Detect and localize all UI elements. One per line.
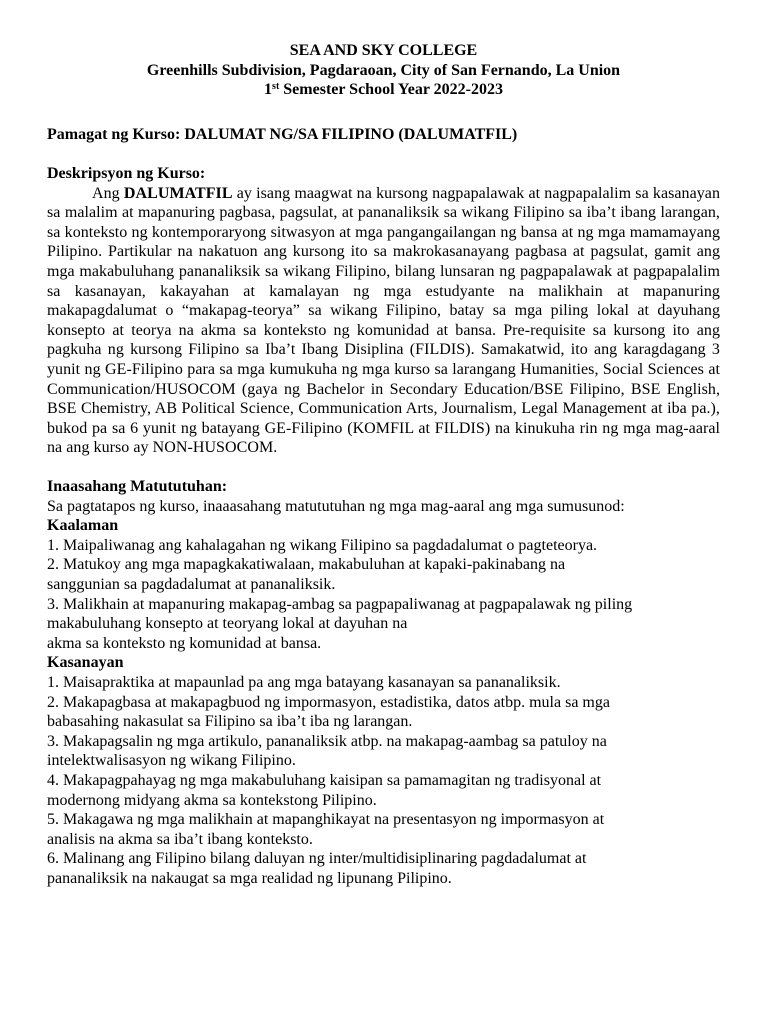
- kasanayan-item: [47, 732, 720, 771]
- kasanayan-heading: Kasanayan: [47, 654, 124, 672]
- kaalaman-item: [47, 595, 720, 654]
- kaalaman-item-line: 2. Matukoy ang mga mapagkakatiwalaan, makabuluhan at kapaki-pakinabang na: [47, 556, 566, 574]
- semester-ordinal: 1: [264, 81, 273, 98]
- kasanayan-item-line: modernong midyang akma sa kontekstong Pilipino.: [47, 791, 377, 809]
- kasanayan-item: [47, 693, 720, 732]
- kasanayan-item-line: pananaliksik na nakaugat sa mga realidad ng lipunang Pilipino.: [47, 869, 452, 887]
- kasanayan-item: [47, 673, 720, 693]
- kasanayan-list: [47, 673, 720, 889]
- kasanayan-item: [47, 849, 720, 888]
- kasanayan-item-line: 3. Makapagsalin ng mga artikulo, pananaliksik atbp. na makapag-aambag sa patuloy na: [47, 732, 607, 750]
- kasanayan-item: [47, 810, 720, 849]
- description-keyword: DALUMATFIL: [123, 184, 233, 202]
- kaalaman-item-line: akma sa konteksto ng komunidad at bansa.: [47, 634, 322, 652]
- outcomes-intro: Sa pagtatapos ng kurso, inaaasahang matututuhan ng mga mag-aaral ang mga sumusunod:: [47, 497, 625, 515]
- outcomes-heading: Inaasahang Matututuhan:: [47, 478, 228, 495]
- kasanayan-item: [47, 771, 720, 810]
- kaalaman-item: [47, 555, 720, 594]
- kasanayan-item-line: 4. Makapagpahayag ng mga makabuluhang kaisipan sa pamamagitan ng tradisyonal at: [47, 771, 602, 789]
- kaalaman-item-line: sanggunian sa pagdadalumat at pananaliksik.: [47, 575, 336, 593]
- kaalaman-item-line: makabuluhang konsepto at teoryang lokal at dayuhan na: [47, 615, 408, 633]
- college-name: SEA AND SKY COLLEGE: [289, 42, 478, 59]
- college-address: Greenhills Subdivision, Pagdaraoan, City of San Fernando, La Union: [146, 61, 621, 79]
- course-title: Pamagat ng Kurso: DALUMAT NG/SA FILIPINO (DALUMATFIL): [47, 125, 518, 143]
- description-lead: Ang: [92, 184, 124, 202]
- kasanayan-item-line: 5. Makagawa ng mga malikhain at mapanghikayat na presentasyon ng impormasyon at: [47, 811, 605, 829]
- description-heading: Deskripsyon ng Kurso:: [47, 165, 206, 183]
- description-body: ay isang maagwat na kursong nagpapalawak at nagpapalalim sa kasanayan sa malalim at mapanuring pagbasa, pagsulat, at pananaliksik sa wikang Filipino sa iba’t ibang larangan, sa konteksto ng kontemporaryong sitwasyon at mga pangangailangan ng bansa at ng mga mamamayang Pilipino. Partikular na nakatuon ang kursong ito sa makrokasanayang pagbasa at pagsulat, gamit ang mga makabuluhang pananaliksik sa wikang Filipino, bilang lunsaran ng pagpapalawak at pagpapalalim sa kasanayan, kakayahan at kamalayan ng mga estudyante na malikhain at mapanuring makapagdalumat o “makapag-teorya” sa wikang Filipino, batay sa mga piling lokal at dayuhang konsepto at teorya na akma sa konteksto ng komunidad at bansa. Pre-requisite sa kursong ito ang pagkuha ng kursong Filipino sa Iba’t Ibang Disiplina (FILDIS). Samakatwid, ito ang karagdagang 3 yunit ng GE-Filipino para sa mga kumukuha ng mga kurso sa larangang Humanities, Social Sciences at Communication/HUSOCOM (gaya ng Bachelor in Secondary Education/BSE Filipino, BSE English, BSE Chemistry, AB Political Science, Communication Arts, Journalism, Legal Management at iba pa.), bukod pa sa 6 yunit ng batayang GE-Filipino (KOMFIL at FILDIS) na kinukuha rin ng mga mag-aaral na ang kurso ay NON-HUSOCOM.: [47, 184, 720, 457]
- kasanayan-item-line: analisis na akma sa iba’t ibang konteksto.: [47, 830, 313, 848]
- kaalaman-item-line: 1. Maipaliwanag ang kahalagahan ng wikang Filipino sa pagdadalumat o pagteteorya.: [47, 536, 598, 554]
- kaalaman-item: [47, 536, 720, 556]
- kasanayan-item-line: intelektwalisasyon ng wikang Filipino.: [47, 752, 296, 770]
- kaalaman-list: [47, 536, 720, 654]
- description-paragraph: [47, 184, 720, 458]
- kasanayan-item-line: 1. Maisapraktika at mapaunlad pa ang mga batayang kasanayan sa pananaliksik.: [47, 673, 561, 691]
- kasanayan-item-line: 2. Makapagbasa at makapagbuod ng impormasyon, estadistika, datos atbp. mula sa mga: [47, 693, 610, 711]
- document-header: [47, 41, 720, 100]
- kaalaman-item-line: 3. Malikhain at mapanuring makapag-ambag sa pagpapaliwanag at pagpapalawak ng piling: [47, 595, 633, 613]
- kasanayan-item-line: babasahing nakasulat sa Filipino sa iba’t iba ng larangan.: [47, 713, 413, 731]
- semester-ordinal-suffix: st: [272, 81, 280, 92]
- semester-text: Semester School Year 2022-2023: [279, 81, 503, 98]
- semester-line: [47, 80, 720, 100]
- kasanayan-item-line: 6. Malinang ang Filipino bilang daluyan ng inter/multidisiplinaring pagdadalumat at: [47, 850, 587, 868]
- kaalaman-heading: Kaalaman: [47, 517, 119, 535]
